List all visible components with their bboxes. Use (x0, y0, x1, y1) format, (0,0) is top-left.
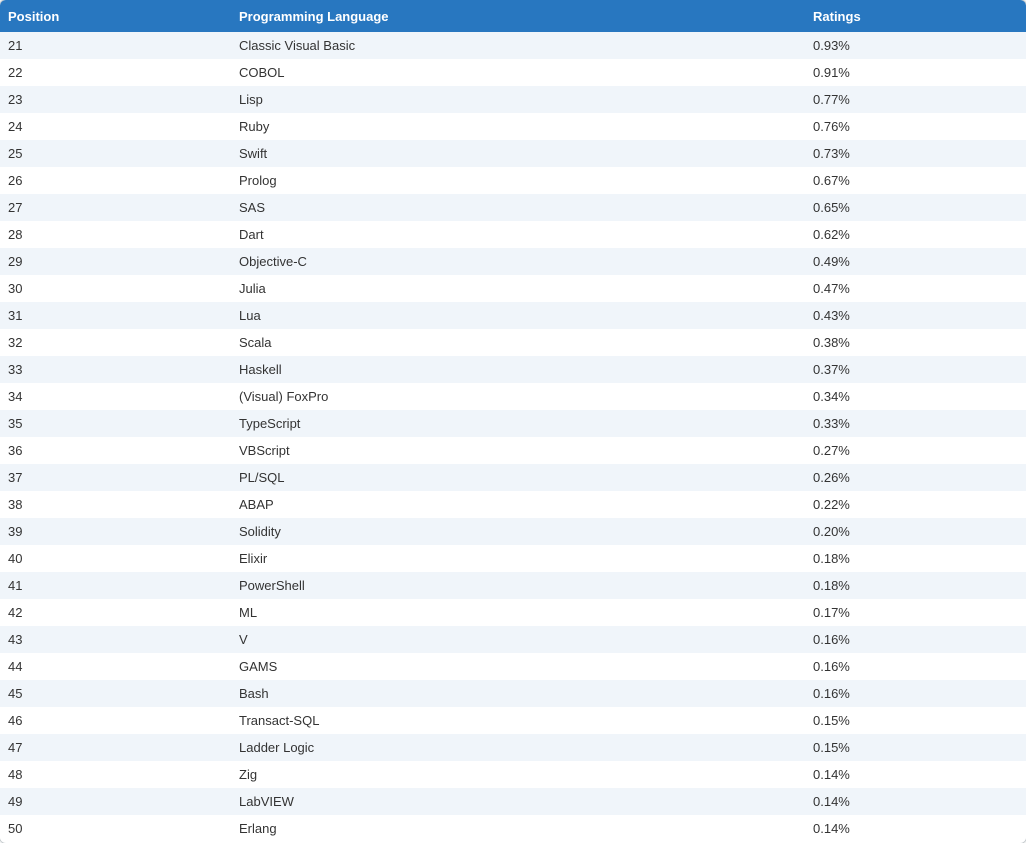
cell-rating: 0.38% (813, 335, 850, 350)
cell-language: Elixir (239, 551, 268, 566)
cell-language: Lua (239, 308, 261, 323)
table-row (0, 221, 1026, 248)
cell-position: 42 (8, 605, 23, 620)
cell-rating: 0.17% (813, 605, 850, 620)
cell-rating: 0.20% (813, 524, 850, 539)
cell-position: 39 (8, 524, 23, 539)
cell-rating: 0.18% (813, 551, 850, 566)
cell-rating: 0.77% (813, 92, 850, 107)
table-header-row (0, 0, 1026, 32)
cell-language: Dart (239, 227, 264, 242)
cell-position: 36 (8, 443, 23, 458)
table-row (0, 545, 1026, 572)
table-row (0, 437, 1026, 464)
table-row (0, 626, 1026, 653)
cell-position: 46 (8, 713, 23, 728)
cell-position: 47 (8, 740, 23, 755)
cell-rating: 0.91% (813, 65, 850, 80)
table-row (0, 653, 1026, 680)
cell-position: 28 (8, 227, 23, 242)
cell-language: ABAP (239, 497, 274, 512)
cell-language: Haskell (239, 362, 282, 377)
cell-position: 44 (8, 659, 23, 674)
cell-language: COBOL (239, 65, 285, 80)
cell-rating: 0.43% (813, 308, 850, 323)
cell-rating: 0.16% (813, 632, 850, 647)
cell-rating: 0.14% (813, 821, 850, 836)
table-row (0, 248, 1026, 275)
cell-language: V (239, 632, 248, 647)
cell-language: Lisp (239, 92, 263, 107)
cell-rating: 0.18% (813, 578, 850, 593)
cell-language: Prolog (239, 173, 277, 188)
table-row (0, 707, 1026, 734)
table-row (0, 329, 1026, 356)
cell-language: Objective-C (239, 254, 307, 269)
column-header-position: Position (8, 8, 60, 24)
cell-position: 35 (8, 416, 23, 431)
cell-position: 45 (8, 686, 23, 701)
table-row (0, 518, 1026, 545)
cell-language: ML (239, 605, 258, 620)
cell-language: Classic Visual Basic (239, 38, 356, 53)
cell-position: 26 (8, 173, 23, 188)
cell-position: 32 (8, 335, 23, 350)
column-header-ratings: Ratings (813, 8, 861, 24)
table-row (0, 788, 1026, 815)
cell-rating: 0.47% (813, 281, 850, 296)
cell-position: 41 (8, 578, 23, 593)
cell-rating: 0.33% (813, 416, 850, 431)
cell-position: 31 (8, 308, 23, 323)
cell-position: 40 (8, 551, 23, 566)
cell-position: 23 (8, 92, 23, 107)
table-row (0, 761, 1026, 788)
cell-language: TypeScript (239, 416, 301, 431)
cell-language: PL/SQL (239, 470, 285, 485)
cell-rating: 0.16% (813, 659, 850, 674)
table-row (0, 410, 1026, 437)
cell-language: Scala (239, 335, 272, 350)
table-row (0, 356, 1026, 383)
cell-position: 22 (8, 65, 23, 80)
cell-rating: 0.65% (813, 200, 850, 215)
table-row (0, 32, 1026, 59)
table-row (0, 599, 1026, 626)
table-row (0, 734, 1026, 761)
table-row (0, 680, 1026, 707)
cell-rating: 0.26% (813, 470, 850, 485)
cell-rating: 0.22% (813, 497, 850, 512)
cell-rating: 0.37% (813, 362, 850, 377)
table-row (0, 113, 1026, 140)
cell-position: 30 (8, 281, 23, 296)
table-row (0, 59, 1026, 86)
cell-position: 43 (8, 632, 23, 647)
cell-language: Julia (239, 281, 266, 296)
cell-language: Ladder Logic (239, 740, 315, 755)
cell-language: LabVIEW (239, 794, 294, 809)
table-row (0, 167, 1026, 194)
cell-rating: 0.73% (813, 146, 850, 161)
cell-language: Zig (239, 767, 258, 782)
table-row (0, 815, 1026, 842)
table-row (0, 194, 1026, 221)
cell-rating: 0.14% (813, 767, 850, 782)
column-header-language: Programming Language (239, 8, 389, 24)
cell-language: Transact-SQL (239, 713, 320, 728)
cell-rating: 0.27% (813, 443, 850, 458)
cell-position: 50 (8, 821, 23, 836)
cell-language: VBScript (239, 443, 290, 458)
cell-rating: 0.62% (813, 227, 850, 242)
cell-language: Ruby (239, 119, 270, 134)
cell-language: Erlang (239, 821, 277, 836)
cell-rating: 0.14% (813, 794, 850, 809)
cell-rating: 0.49% (813, 254, 850, 269)
table-row (0, 275, 1026, 302)
cell-position: 24 (8, 119, 23, 134)
cell-rating: 0.34% (813, 389, 850, 404)
table-row (0, 572, 1026, 599)
cell-rating: 0.15% (813, 740, 850, 755)
cell-position: 33 (8, 362, 23, 377)
cell-rating: 0.93% (813, 38, 850, 53)
cell-position: 49 (8, 794, 23, 809)
cell-language: GAMS (239, 659, 278, 674)
cell-position: 21 (8, 38, 23, 53)
table-body (0, 32, 1026, 842)
cell-language: PowerShell (239, 578, 305, 593)
table-row (0, 302, 1026, 329)
table-row (0, 86, 1026, 113)
cell-language: Solidity (239, 524, 281, 539)
cell-position: 34 (8, 389, 23, 404)
cell-position: 29 (8, 254, 23, 269)
cell-position: 48 (8, 767, 23, 782)
cell-language: Bash (239, 686, 269, 701)
table-row (0, 140, 1026, 167)
cell-position: 27 (8, 200, 23, 215)
cell-position: 25 (8, 146, 23, 161)
cell-language: SAS (239, 200, 266, 215)
table-row (0, 464, 1026, 491)
table-row (0, 383, 1026, 410)
cell-rating: 0.76% (813, 119, 850, 134)
cell-language: Swift (239, 146, 268, 161)
cell-position: 37 (8, 470, 23, 485)
cell-position: 38 (8, 497, 23, 512)
cell-language: (Visual) FoxPro (239, 389, 329, 404)
cell-rating: 0.16% (813, 686, 850, 701)
cell-rating: 0.67% (813, 173, 850, 188)
cell-rating: 0.15% (813, 713, 850, 728)
table-row (0, 491, 1026, 518)
